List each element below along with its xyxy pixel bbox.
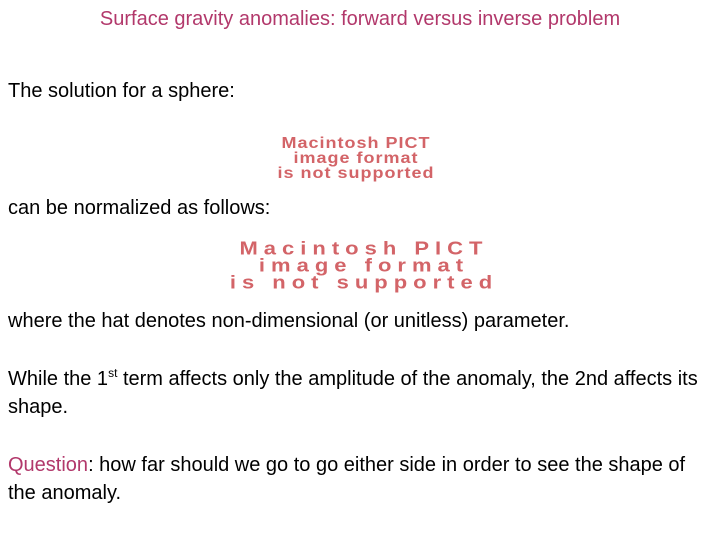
pict-line-3: is not supported (229, 271, 499, 293)
pict-line-1: Macintosh PICT (281, 134, 431, 152)
slide-title: Surface gravity anomalies: forward versus inverse problem (99, 8, 621, 30)
pict-line-2: image format (293, 149, 419, 167)
pict-line-2: image format (258, 254, 470, 276)
pict-placeholder-image-2 (115, 237, 613, 293)
pict-line-3: is not supported (277, 164, 435, 182)
term-effects-text-b: term affects only the amplitude of the anomaly, the 2nd affects its shape. (8, 368, 698, 418)
pict-line-1: Macintosh PICT (239, 237, 489, 259)
ordinal-superscript: st (108, 366, 118, 380)
sphere-solution-text: The solution for a sphere: (8, 80, 235, 102)
question-text: : how far should we go to go either side in order to see the shape of the anomaly. (8, 454, 686, 504)
question-paragraph (8, 451, 708, 507)
pict-placeholder-image-1 (228, 134, 484, 182)
question-label: Question (8, 454, 89, 476)
term-effects-paragraph (8, 365, 708, 421)
hat-explanation-text: where the hat denotes non-dimensional (or unitless) parameter. (8, 310, 570, 332)
normalized-text: can be normalized as follows: (8, 197, 271, 219)
term-effects-text-a: While the 1 (8, 368, 109, 390)
